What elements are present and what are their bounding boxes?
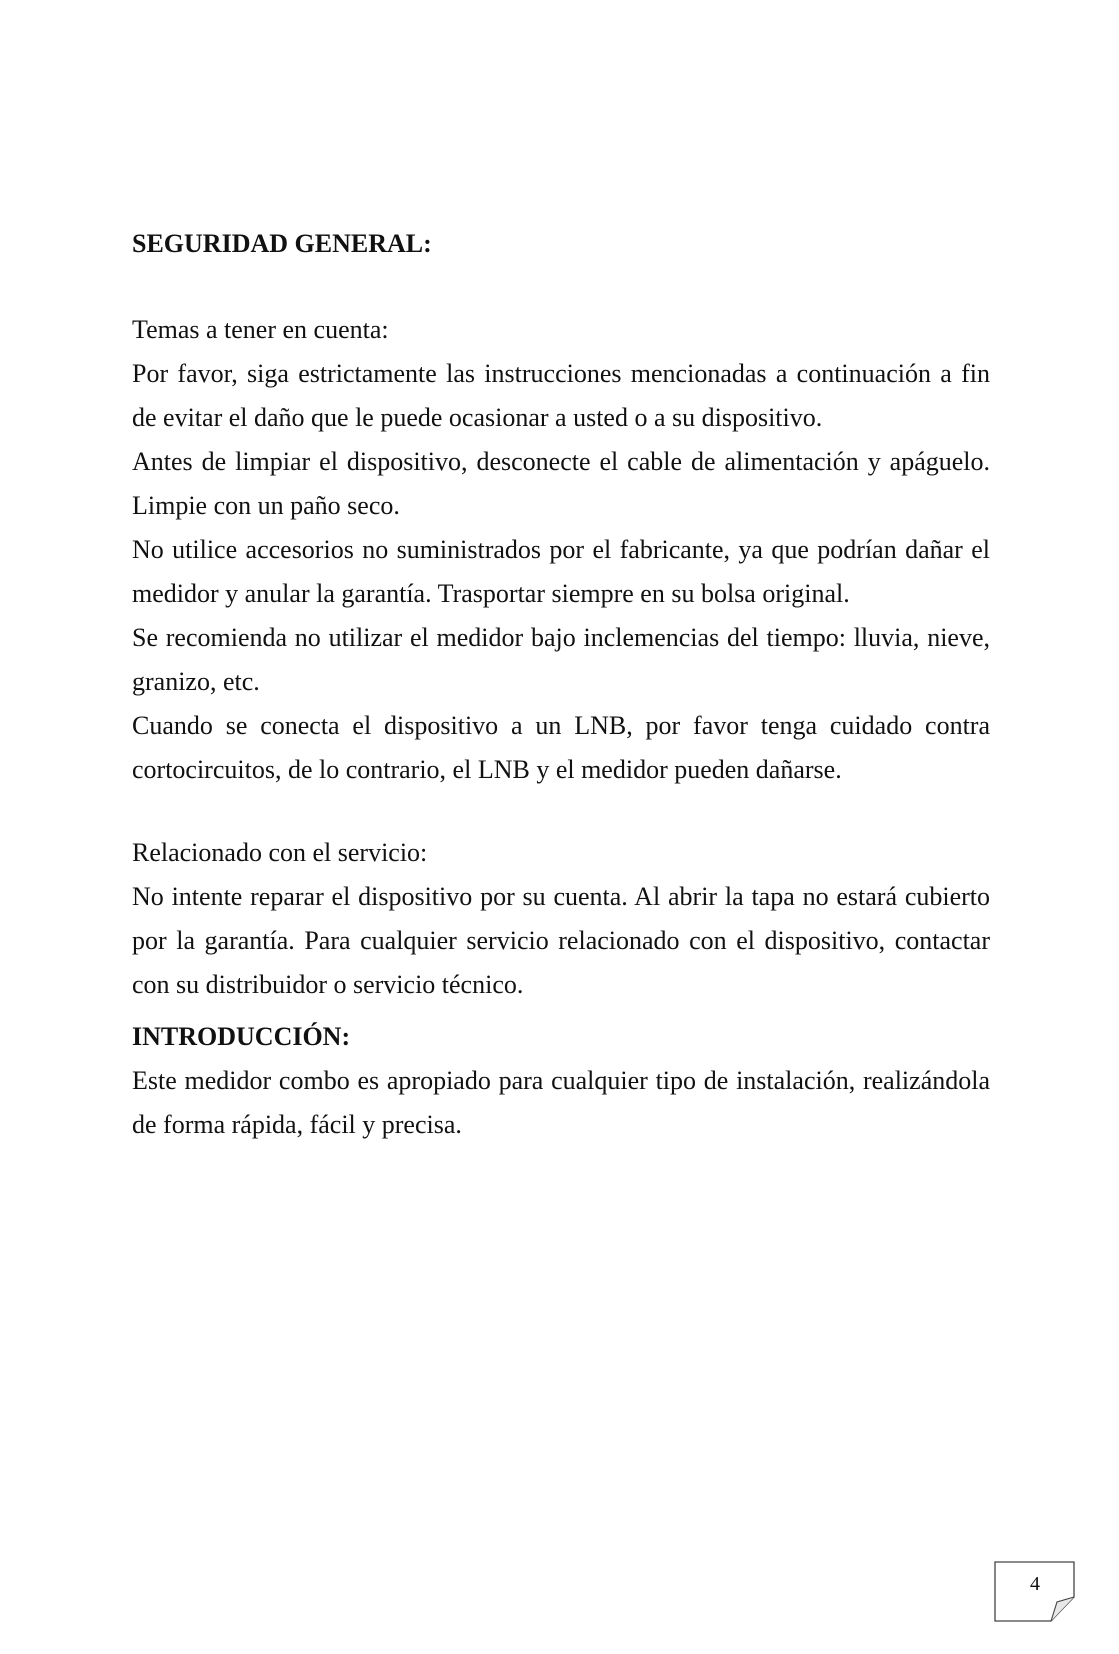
spacer xyxy=(132,1007,990,1015)
safety-paragraph: Cuando se conecta el dispositivo a un LNB, por favor tenga cuidado contra cortocircuitos, de lo contrario, el LNB y el medidor pueden dañarse. xyxy=(132,711,990,784)
spacer xyxy=(132,792,990,831)
safety-paragraph: Antes de limpiar el dispositivo, desconecte el cable de alimentación y apáguelo. Limpie con un paño seco. xyxy=(132,447,990,520)
spacer xyxy=(132,266,990,308)
safety-paragraph: Se recomienda no utilizar el medidor bajo inclemencias del tiempo: lluvia, nieve, granizo, etc. xyxy=(132,623,990,696)
section-title-safety: SEGURIDAD GENERAL: xyxy=(132,229,432,258)
safety-paragraph: Por favor, siga estrictamente las instrucciones mencionadas a continuación a fin de evitar el daño que le puede ocasionar a usted o a su dispositivo. xyxy=(132,359,990,432)
page-content xyxy=(132,222,990,1147)
considerations-subtitle: Temas a tener en cuenta: xyxy=(132,315,389,344)
page-number-box xyxy=(994,1561,1076,1622)
intro-paragraph: Este medidor combo es apropiado para cualquier tipo de instalación, realizándola de forma rápida, fácil y precisa. xyxy=(132,1066,990,1139)
service-subtitle: Relacionado con el servicio: xyxy=(132,838,428,867)
service-paragraph: No intente reparar el dispositivo por su cuenta. Al abrir la tapa no estará cubierto por la garantía. Para cualquier servicio relacionado con el dispositivo, contactar con su distribuidor o servicio técnico. xyxy=(132,882,990,999)
page-number: 4 xyxy=(1030,1573,1040,1595)
safety-paragraph: No utilice accesorios no suministrados por el fabricante, ya que podrían dañar el medidor y anular la garantía. Trasportar siempre en su bolsa original. xyxy=(132,535,990,608)
section-title-intro: INTRODUCCIÓN: xyxy=(132,1022,351,1051)
